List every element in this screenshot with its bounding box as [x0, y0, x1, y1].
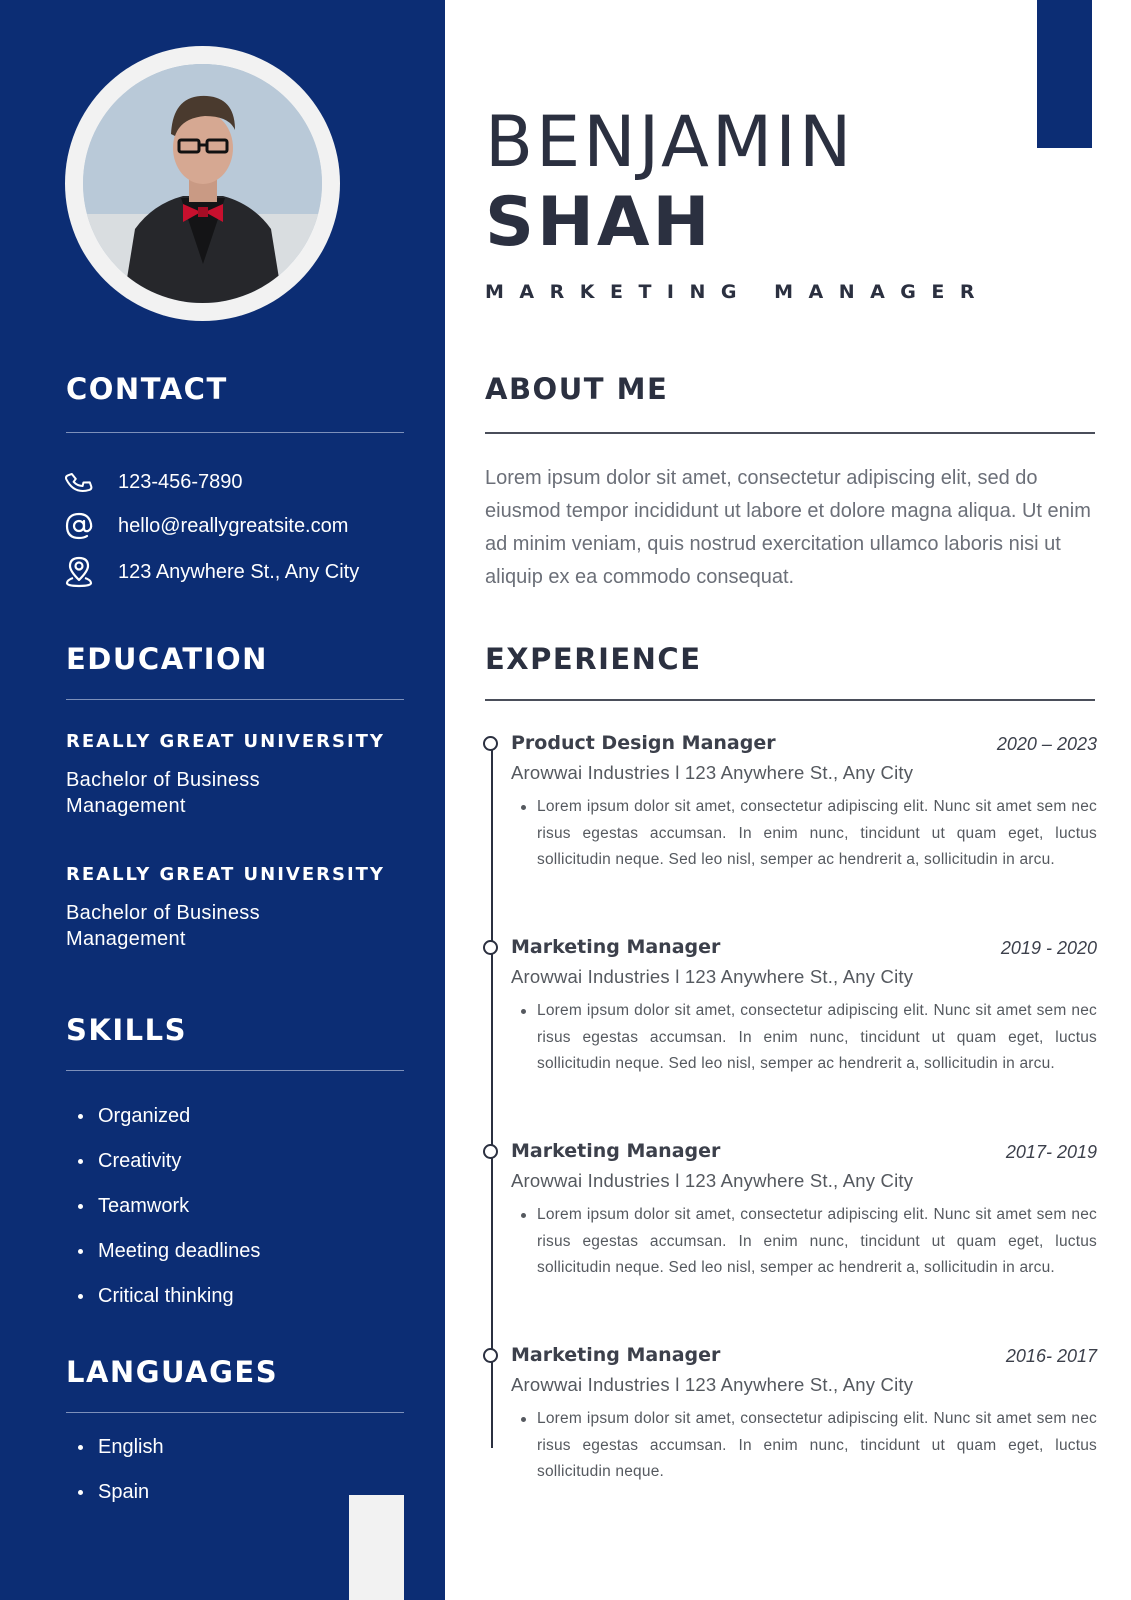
experience-description: Lorem ipsum dolor sit amet, consectetur adipiscing elit. Nunc sit amet sem nec risus egestas accumsan. In enim nunc, tincidunt ut quam eget, luctus sollicitudin neque. Sed leo nisl, semper ac hendrerit a, sollicitudin in arcu.	[537, 998, 1097, 1078]
experience-heading: EXPERIENCE	[485, 642, 702, 676]
experience-role: Marketing Manager	[511, 936, 721, 958]
timeline-dot	[483, 736, 498, 751]
skill-item: Organized	[78, 1104, 260, 1149]
experience-dates: 2016- 2017	[1005, 1346, 1097, 1366]
language-item: English	[78, 1435, 164, 1480]
email-address[interactable]: hello@reallygreatsite.com	[118, 514, 349, 537]
experience-company: Arowwai Industries l 123 Anywhere St., Any City	[511, 1170, 914, 1191]
about-heading: ABOUT ME	[485, 372, 669, 406]
skills-divider	[66, 1070, 404, 1071]
last-name: SHAH	[485, 183, 713, 262]
at-sign-icon	[64, 511, 94, 541]
experience-description: Lorem ipsum dolor sit amet, consectetur adipiscing elit. Nunc sit amet sem nec risus egestas accumsan. In enim nunc, tincidunt ut quam eget, luctus sollicitudin neque. Sed leo nisl, semper ac hendrerit a, sollicitudin in arcu.	[537, 1202, 1097, 1282]
timeline-dot	[483, 1144, 498, 1159]
decorative-top-block	[1037, 0, 1092, 148]
education-degree: Bachelor of Business Management	[66, 769, 260, 817]
experience-dates: 2019 - 2020	[1000, 938, 1097, 958]
decorative-block	[349, 1495, 404, 1600]
sidebar	[0, 0, 445, 1600]
skill-item: Teamwork	[78, 1194, 260, 1239]
timeline-line	[491, 745, 493, 1448]
location-pin-icon	[64, 557, 94, 587]
experience-dates: 2020 – 2023	[996, 734, 1097, 754]
timeline-dot	[483, 1348, 498, 1363]
skill-item: Meeting deadlines	[78, 1239, 260, 1284]
experience-dates: 2017- 2019	[1005, 1142, 1097, 1162]
contact-address	[64, 557, 359, 587]
contact-phone	[64, 467, 243, 497]
education-school: REALLY GREAT UNIVERSITY	[66, 731, 385, 752]
experience-description: Lorem ipsum dolor sit amet, consectetur adipiscing elit. Nunc sit amet sem nec risus egestas accumsan. In enim nunc, tincidunt ut quam eget, luctus sollicitudin neque.	[537, 1406, 1097, 1486]
experience-company: Arowwai Industries l 123 Anywhere St., Any City	[511, 966, 914, 987]
street-address: 123 Anywhere St., Any City	[118, 560, 360, 583]
about-divider	[485, 432, 1095, 434]
contact-email	[64, 511, 348, 541]
experience-description: Lorem ipsum dolor sit amet, consectetur adipiscing elit. Nunc sit amet sem nec risus egestas accumsan. In enim nunc, tincidunt ut quam eget, luctus sollicitudin neque. Sed leo nisl, semper ac hendrerit a, sollicitudin in arcu.	[537, 794, 1097, 874]
education-heading: EDUCATION	[66, 642, 268, 676]
about-text: Lorem ipsum dolor sit amet, consectetur adipiscing elit, sed do eiusmod tempor incididunt ut labore et dolore magna aliqua. Ut enim ad minim veniam, quis nostrud exercitation ullamco laboris nisi ut aliquip ex ea commodo consequat.	[485, 467, 1091, 588]
experience-role: Marketing Manager	[511, 1344, 721, 1366]
languages-divider	[66, 1412, 404, 1413]
profile-photo	[83, 64, 322, 303]
skills-heading: SKILLS	[66, 1013, 187, 1047]
experience-divider	[485, 699, 1095, 701]
contact-divider	[66, 432, 404, 433]
education-degree: Bachelor of Business Management	[66, 902, 260, 950]
language-item: Spain	[78, 1480, 164, 1525]
job-title: MARKETING MANAGER	[485, 281, 991, 303]
languages-list	[78, 1435, 164, 1525]
first-name: BENJAMIN	[485, 101, 855, 183]
education-divider	[66, 699, 404, 700]
skills-list	[78, 1104, 260, 1329]
experience-role: Product Design Manager	[511, 732, 776, 754]
contact-heading: CONTACT	[66, 372, 228, 406]
experience-company: Arowwai Industries l 123 Anywhere St., Any City	[511, 1374, 914, 1395]
languages-heading: LANGUAGES	[66, 1355, 279, 1389]
timeline-dot	[483, 940, 498, 955]
experience-company: Arowwai Industries l 123 Anywhere St., Any City	[511, 762, 914, 783]
education-school: REALLY GREAT UNIVERSITY	[66, 864, 385, 885]
experience-role: Marketing Manager	[511, 1140, 721, 1162]
skill-item: Critical thinking	[78, 1284, 260, 1329]
skill-item: Creativity	[78, 1149, 260, 1194]
phone-icon	[64, 467, 94, 497]
phone-number[interactable]: 123-456-7890	[118, 470, 243, 493]
profile-photo-frame	[65, 46, 340, 321]
